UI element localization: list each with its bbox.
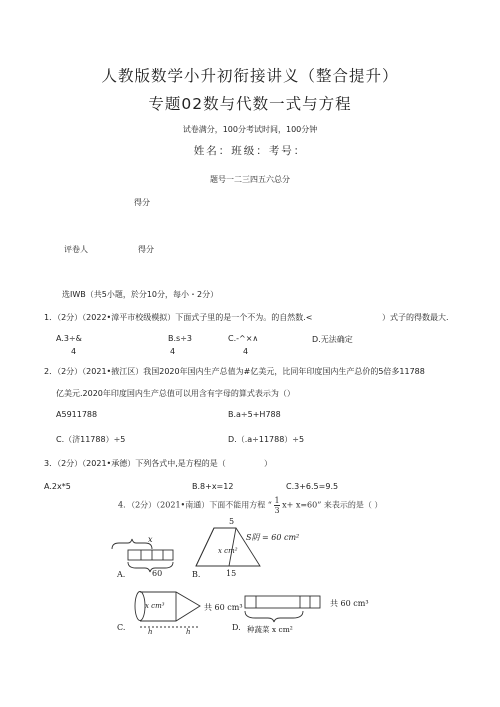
- question-4-frac-den: 3: [274, 506, 280, 515]
- score-table-header: 题号一二三四五六总分: [210, 175, 290, 184]
- question-4-figures: [0, 510, 500, 650]
- score-label: 得分: [134, 198, 150, 207]
- question-4-frac-num: 1: [274, 496, 280, 505]
- grader-score-label: 得分: [138, 245, 154, 254]
- figure-c-h-left: h: [148, 628, 153, 636]
- figure-d-letter: D.: [232, 623, 241, 632]
- question-4-stem-post: x+ x=60” 来表示的是（ ）: [282, 500, 383, 510]
- question-1-option-d: D.无法确定: [312, 335, 353, 344]
- question-1-sub-digit-a: 4: [71, 347, 77, 356]
- figure-b-inner-label: x cm²: [218, 547, 238, 555]
- figure-c-total-label: 共 60 cm³: [204, 603, 243, 612]
- figure-c-inner-label: x cm³: [145, 602, 165, 610]
- figure-c-h-right: h: [186, 628, 191, 636]
- question-1-option-a: A.3÷&: [56, 334, 82, 343]
- question-1-option-b: B.s÷3: [168, 334, 192, 343]
- section-heading: 选IWB（共5小题，於分10分，每小・2分）: [62, 290, 219, 299]
- figure-b-letter: B.: [192, 570, 201, 579]
- question-3-option-a: A.2x*5: [44, 482, 71, 491]
- figure-a-bottom-brace: [128, 562, 173, 572]
- figure-c-letter: C.: [117, 623, 126, 632]
- question-3-stem-tail: ）: [264, 459, 272, 468]
- question-3-option-c: C.3+6.5=9.5: [286, 482, 339, 491]
- figure-b-top-edge: 5: [229, 517, 235, 526]
- document-subtitle: 专题02数与代数一式与方程: [148, 95, 352, 113]
- figure-a-letter: A.: [117, 570, 126, 579]
- question-1-stem-tail: ）式子的得数最大.: [382, 313, 449, 322]
- question-4-stem-pre: 4．（2分）（2021•南通）下面不能用方程 “: [118, 500, 272, 510]
- figure-d-brace: [245, 611, 303, 622]
- figure-d-total-label: 共 60 cm³: [330, 599, 369, 608]
- figure-a-top-label: x: [148, 535, 153, 544]
- student-fields: 姓名：班级：考号：: [193, 145, 307, 157]
- question-1-option-c: C.-^×∧: [228, 334, 259, 343]
- figure-a-bottom-value: 60: [152, 569, 163, 578]
- question-2-stem-line1: 2．（2分）（2021•掖江区）我国2020年国内生产总值为#亿美元，比同年印度国内生产总价的5倍多11788: [44, 367, 425, 376]
- document-title: 人教版数学小升初衔接讲义（整合提升）: [101, 67, 399, 85]
- question-3-stem: 3．（2分）（2021•承德）下列各式中,是方程的是（: [44, 459, 226, 468]
- question-2-option-a: A5911788: [56, 410, 98, 419]
- question-2-option-b: B.a÷5+H788: [228, 410, 281, 419]
- question-2-option-c: C.（济11788）÷5: [56, 435, 126, 444]
- exam-info: 试卷满分，100分考试时间，100分钟: [182, 125, 318, 134]
- figure-b-area-label: S阴 = 60 cm²: [246, 533, 300, 542]
- question-2-stem-line2: 亿美元.2020年印度国内生产总值可以用含有字母的算式表示为（）: [56, 389, 295, 398]
- grader-label: 评卷人: [64, 245, 88, 254]
- question-3-option-b: B.8+x=12: [192, 482, 234, 491]
- question-1-stem: 1．（2分）（2022•漳平市校级模拟）下面式子里的是一个不为。的自然数.<: [44, 313, 313, 322]
- figure-a-top-brace: [112, 539, 152, 549]
- figure-b-bottom-edge: 15: [226, 569, 237, 578]
- question-1-sub-digit-c: 4: [243, 347, 249, 356]
- question-1-sub-digit-b: 4: [170, 347, 176, 356]
- question-2-option-d: D.（.a÷11788）÷5: [228, 435, 305, 444]
- figure-d-inner-label: 种蔬菜 x cm²: [247, 625, 293, 634]
- figure-a-bar: [128, 550, 173, 560]
